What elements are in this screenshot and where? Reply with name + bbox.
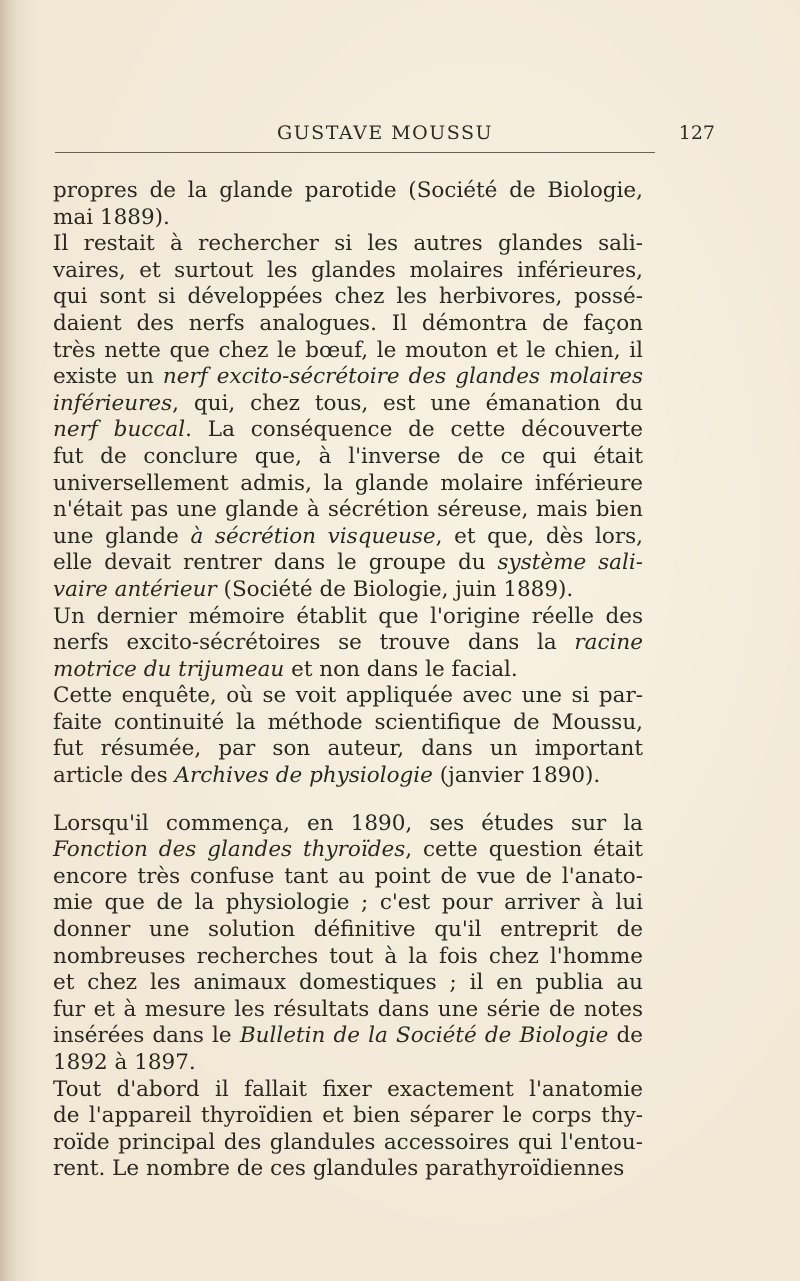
text-line — [53, 524, 643, 551]
text-run: encore très confuse tant au point de vue de l'anato- — [53, 863, 643, 889]
text-line — [53, 471, 643, 498]
running-title: GUSTAVE MOUSSU — [276, 122, 493, 144]
text-line — [53, 364, 643, 391]
text-run: , et que, dès lors, — [435, 523, 643, 549]
text-line — [53, 178, 643, 205]
text-run: existe un — [53, 364, 163, 390]
text-line — [53, 630, 643, 657]
italic-text-run: nerf buccal — [53, 417, 186, 443]
text-line — [53, 890, 643, 917]
text-line — [53, 258, 643, 285]
text-run: daient des nerfs analogues. Il démontra de façon — [53, 310, 643, 336]
text-run: très nette que chez le bœuf, le mouton et le chien, il — [53, 337, 643, 363]
text-run: fut de conclure que, à l'inverse de ce qui était — [53, 443, 643, 469]
text-run: insérées dans le — [53, 1023, 240, 1049]
text-line — [53, 811, 643, 838]
text-line — [53, 837, 643, 864]
text-line — [53, 311, 643, 338]
text-line — [53, 497, 643, 524]
paragraph-gap — [53, 790, 643, 811]
page-number: 127 — [678, 122, 715, 144]
text-run: nerfs excito-sécrétoires se trouve dans la — [53, 630, 575, 656]
text-line — [53, 944, 643, 971]
italic-text-run: Bulletin de la Société de Biologie — [239, 1023, 609, 1049]
text-run: mie que de la physiologie ; c'est pour arriver à lui — [53, 890, 643, 916]
text-run: universellement admis, la glande molaire inférieure — [53, 470, 643, 496]
text-line — [53, 550, 643, 577]
text-run: . La conséquence de cette découverte — [185, 417, 643, 443]
italic-text-run: nerf excito-sécrétoire des glandes molaires — [162, 364, 643, 390]
italic-text-run: racine — [574, 630, 643, 656]
italic-text-run: motrice du trijumeau — [53, 656, 285, 682]
text-line — [53, 683, 643, 710]
italic-text-run: à sécrétion visqueuse — [190, 523, 436, 549]
text-run: , qui, chez tous, est une émanation du — [172, 390, 643, 416]
text-run: Lorsqu'il commença, en 1890, ses études sur la — [53, 810, 643, 836]
text-line — [53, 1103, 643, 1130]
text-line — [53, 417, 643, 444]
text-run: propres de la glande parotide (Société de Biologie, — [53, 178, 643, 203]
italic-text-run: Archives de physiologie — [174, 763, 433, 789]
text-line — [53, 864, 643, 891]
body-text — [53, 178, 643, 1183]
text-line — [53, 338, 643, 365]
text-run: faite continuité la méthode scientifique de Moussu, — [53, 709, 643, 735]
text-line — [53, 917, 643, 944]
text-line — [53, 970, 643, 997]
running-head — [55, 118, 715, 148]
text-run: de l'appareil thyroïdien et bien séparer le corps thy- — [53, 1103, 643, 1129]
text-line — [53, 284, 643, 311]
text-line — [53, 1130, 643, 1157]
text-run: article des — [53, 763, 175, 789]
text-run: rent. Le nombre de ces glandules parathyroïdiennes — [53, 1156, 625, 1182]
text-line — [53, 577, 643, 604]
text-run: Cette enquête, où se voit appliquée avec une si par- — [53, 683, 643, 709]
text-run: elle devait rentrer dans le groupe du — [53, 550, 498, 576]
page-binding-edge — [0, 0, 14, 1281]
text-line — [53, 444, 643, 471]
text-run: fut résumée, par son auteur, dans un important — [53, 736, 643, 762]
text-line — [53, 710, 643, 737]
text-run: une glande — [53, 523, 191, 549]
text-run: (janvier 1890). — [432, 763, 601, 789]
text-line — [53, 997, 643, 1024]
text-run: nombreuses recherches tout à la fois chez l'homme — [53, 943, 643, 969]
italic-text-run: Fonction des glandes thyroïdes — [53, 837, 406, 863]
text-line — [53, 736, 643, 763]
italic-text-run: inférieures — [53, 390, 173, 416]
text-run: vaires, et surtout les glandes molaires inférieures, — [53, 257, 643, 283]
text-run: Un dernier mémoire établit que l'origine réelle des — [53, 603, 643, 629]
text-line — [53, 604, 643, 631]
text-run: , cette question était — [405, 837, 643, 863]
text-line — [53, 205, 643, 232]
text-run: Tout d'abord il fallait fixer exactement l'anatomie — [53, 1076, 643, 1102]
text-run: fur et à mesure les résultats dans une série de notes — [53, 996, 643, 1022]
text-run: roïde principal des glandules accessoires qui l'entou- — [53, 1129, 643, 1155]
text-line — [53, 763, 643, 790]
text-run: et non dans le facial. — [284, 656, 518, 682]
text-line — [53, 1023, 643, 1050]
text-run: qui sont si développées chez les herbivores, possé- — [53, 284, 643, 310]
text-run: et chez les animaux domestiques ; il en publia au — [53, 970, 643, 996]
text-line — [53, 231, 643, 258]
text-line — [53, 1156, 643, 1183]
text-run: Il restait à rechercher si les autres glandes sali- — [53, 231, 643, 257]
italic-text-run: vaire antérieur — [53, 576, 217, 602]
text-run: 1892 à 1897. — [53, 1050, 196, 1075]
header-rule — [55, 152, 655, 153]
text-run: mai 1889). — [53, 204, 170, 230]
text-line — [53, 657, 643, 684]
text-run: donner une solution définitive qu'il entreprit de — [53, 917, 643, 943]
text-run: (Société de Biologie, juin 1889). — [216, 576, 574, 602]
text-line — [53, 391, 643, 418]
text-run: n'était pas une glande à sécrétion séreuse, mais bien — [53, 497, 643, 523]
italic-text-run: système sali- — [497, 550, 644, 576]
text-line — [53, 1077, 643, 1104]
text-run: de — [608, 1023, 643, 1049]
text-line — [53, 1050, 643, 1077]
